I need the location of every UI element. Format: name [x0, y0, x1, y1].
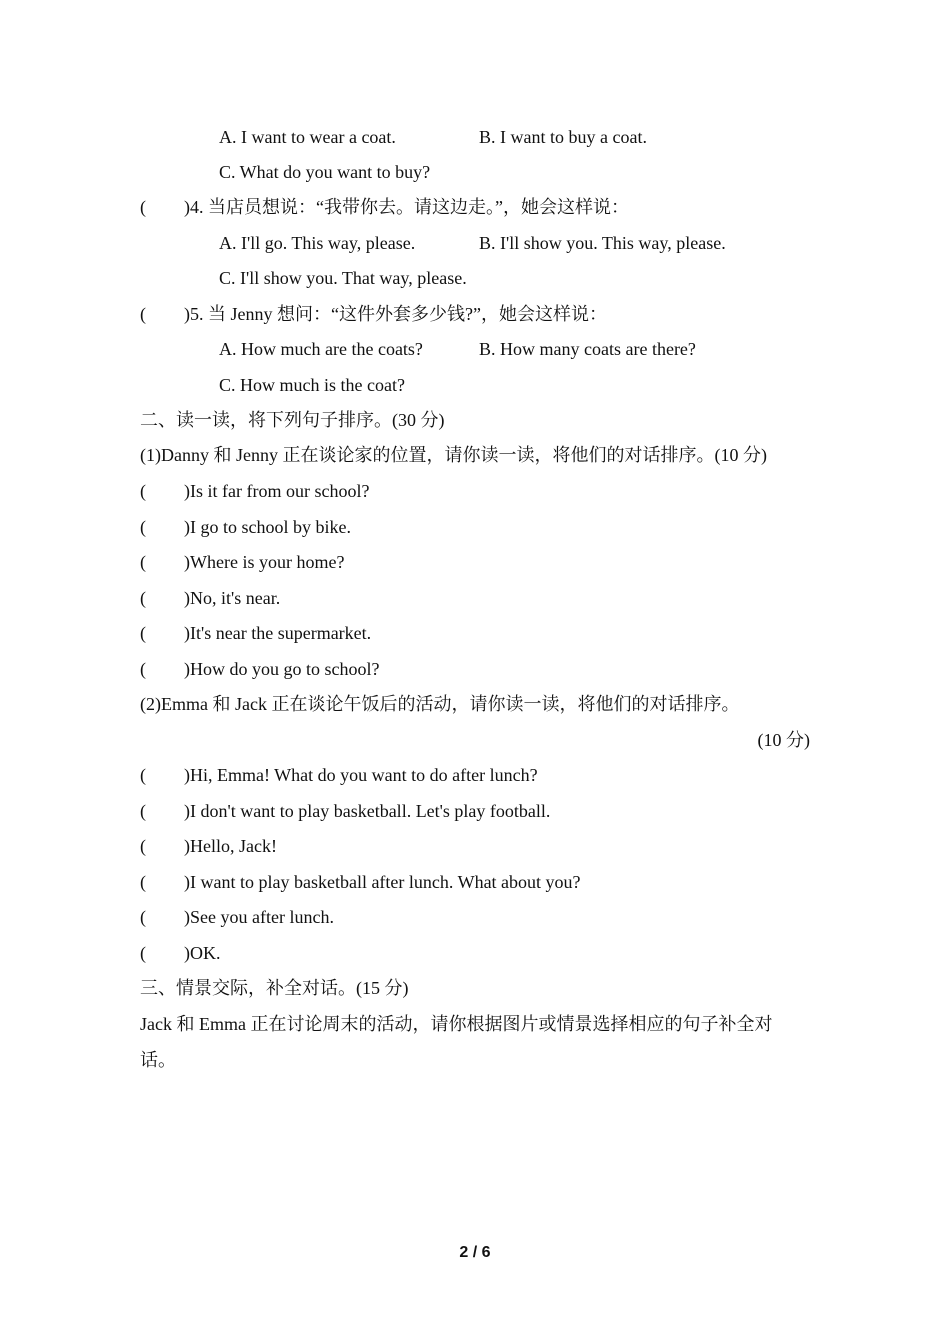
- list-item: [140, 942, 221, 964]
- list-item: [140, 871, 581, 893]
- dialogue-sentence: )Is it far from our school?: [184, 481, 370, 501]
- list-item: [140, 800, 550, 822]
- answer-paren: (: [140, 801, 146, 821]
- answer-paren: (: [140, 517, 146, 537]
- q5-stem: )5. 当 Jenny 想问：“这件外套多少钱?”，她会这样说：: [184, 304, 607, 324]
- q5-option-a: A. How much are the coats?: [219, 339, 423, 359]
- answer-paren: (: [140, 907, 146, 927]
- section3-title: 三、情景交际，补全对话。(15 分): [140, 978, 409, 998]
- q3-option-b: B. I want to buy a coat.: [479, 127, 647, 147]
- q4-option-row: [219, 232, 726, 254]
- list-item: [140, 480, 369, 502]
- q3-option-a: A. I want to wear a coat.: [219, 127, 396, 147]
- q5-option-c: C. How much is the coat?: [219, 375, 405, 395]
- answer-paren: (: [140, 304, 146, 324]
- section2-part2-score: (10 分): [757, 730, 810, 750]
- list-item: [140, 835, 277, 857]
- dialogue-sentence: )OK.: [184, 943, 221, 963]
- dialogue-sentence: )Hi, Emma! What do you want to do after lunch?: [184, 765, 538, 785]
- dialogue-sentence: )Where is your home?: [184, 552, 345, 572]
- dialogue-sentence: )How do you go to school?: [184, 659, 380, 679]
- section2-title: 二、读一读，将下列句子排序。(30 分): [140, 410, 445, 430]
- answer-paren: (: [140, 197, 146, 217]
- q4-stem: )4. 当店员想说：“我带你去。请这边走。”，她会这样说：: [184, 197, 629, 217]
- page-number: 2 / 6: [459, 1244, 491, 1261]
- dialogue-sentence: )Hello, Jack!: [184, 836, 277, 856]
- dialogue-sentence: )I want to play basketball after lunch. What about you?: [184, 872, 581, 892]
- list-item: [140, 587, 280, 609]
- q4-stem-row: [140, 196, 629, 218]
- list-item: [140, 622, 371, 644]
- answer-paren: (: [140, 552, 146, 572]
- list-item: [140, 658, 379, 680]
- section2-part1-intro: (1)Danny 和 Jenny 正在谈论家的位置，请你读一读，将他们的对话排序。(10 分): [140, 445, 767, 465]
- q5-option-row: [219, 338, 696, 360]
- q5-option-b: B. How many coats are there?: [479, 339, 696, 359]
- dialogue-sentence: )See you after lunch.: [184, 907, 334, 927]
- q3-option-c: C. What do you want to buy?: [219, 162, 431, 182]
- section2-part2-intro: (2)Emma 和 Jack 正在谈论午饭后的活动，请你读一读，将他们的对话排序。: [140, 694, 740, 714]
- list-item: [140, 516, 351, 538]
- answer-paren: (: [140, 481, 146, 501]
- answer-paren: (: [140, 659, 146, 679]
- dialogue-sentence: )I go to school by bike.: [184, 517, 351, 537]
- answer-paren: (: [140, 836, 146, 856]
- answer-paren: (: [140, 943, 146, 963]
- list-item: [140, 906, 334, 928]
- list-item: [140, 551, 344, 573]
- q4-option-c: C. I'll show you. That way, please.: [219, 268, 467, 288]
- dialogue-sentence: )No, it's near.: [184, 588, 281, 608]
- list-item: [140, 764, 538, 786]
- q3-option-row: [219, 126, 647, 148]
- q5-stem-row: [140, 303, 607, 325]
- section3-intro-line2: 话。: [140, 1050, 176, 1070]
- q4-option-a: A. I'll go. This way, please.: [219, 233, 416, 253]
- dialogue-sentence: )It's near the supermarket.: [184, 623, 372, 643]
- q4-option-b: B. I'll show you. This way, please.: [479, 233, 726, 253]
- section3-intro-line1: Jack 和 Emma 正在讨论周末的活动，请你根据图片或情景选择相应的句子补全对: [140, 1014, 773, 1034]
- dialogue-sentence: )I don't want to play basketball. Let's play football.: [184, 801, 551, 821]
- answer-paren: (: [140, 765, 146, 785]
- answer-paren: (: [140, 872, 146, 892]
- answer-paren: (: [140, 623, 146, 643]
- answer-paren: (: [140, 588, 146, 608]
